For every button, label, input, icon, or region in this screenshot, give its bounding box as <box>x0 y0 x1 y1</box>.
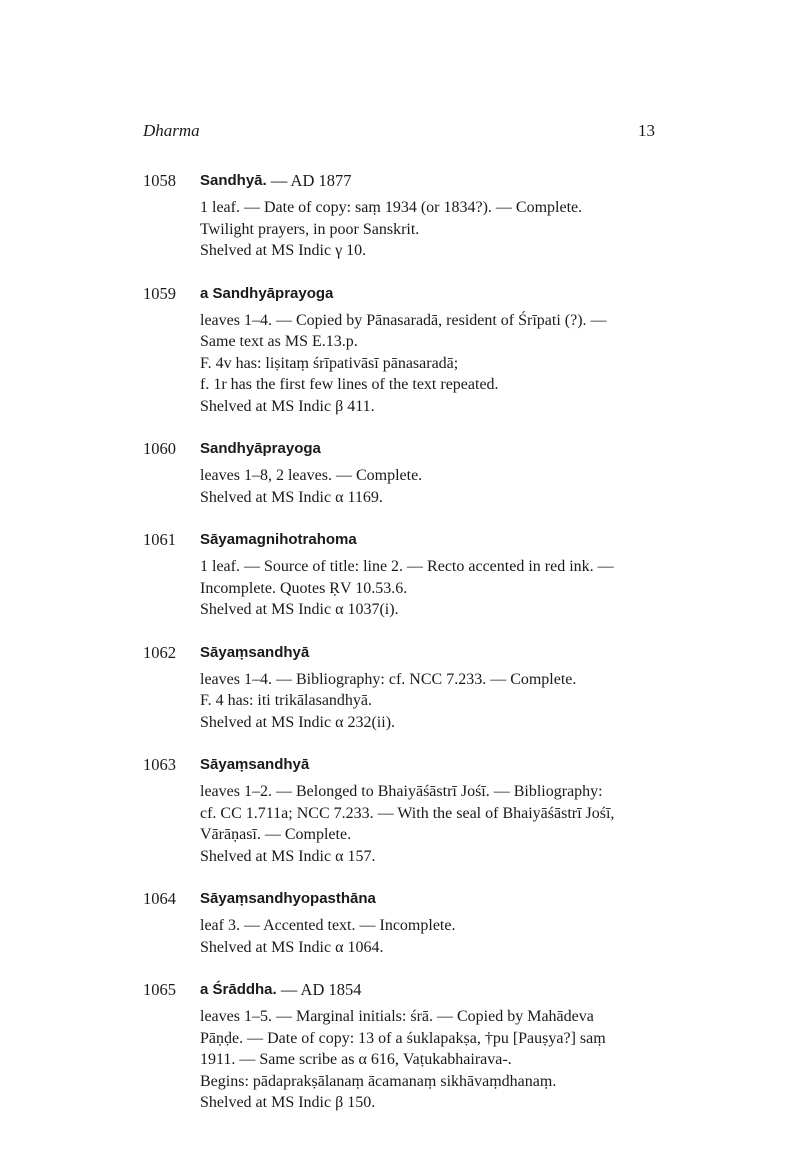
entry-title: Sāyaṃsandhyā <box>200 756 310 773</box>
entry-heading <box>143 529 663 551</box>
entry-title: Sandhyāprayoga <box>200 440 321 457</box>
entry-date: — AD 1854 <box>276 980 362 999</box>
section-title: Dharma <box>143 121 200 140</box>
description-line: F. 4 has: iti trikālasandhyā. <box>200 692 373 709</box>
entry-title: a Śrāddha. <box>200 981 277 998</box>
description-line: 1911. — Same scribe as α 616, Vaṭukabhairava-. <box>200 1051 512 1068</box>
entry-number: 1060 <box>143 439 176 458</box>
entry-heading <box>143 888 663 910</box>
description-line: Shelved at MS Indic α 1169. <box>200 488 383 506</box>
entry-heading <box>143 979 663 1001</box>
entry-heading <box>143 170 663 192</box>
entry-description <box>200 669 670 734</box>
entry-description <box>200 556 670 621</box>
entry-description <box>200 915 670 958</box>
catalogue-entry <box>143 438 663 508</box>
catalogue-entry <box>143 979 663 1114</box>
entry-title: Sāyaṃsandhyā <box>200 643 310 661</box>
description-line: leaf 3. — Accented text. — Incomplete. <box>200 917 456 934</box>
page-number: 13 <box>638 121 655 140</box>
entry-number: 1061 <box>143 530 176 549</box>
entry-description <box>200 781 670 867</box>
description-line: cf. CC 1.711a; NCC 7.233. — With the seal of Bhaiyāśāstrī Jośī, <box>200 804 615 822</box>
description-line: F. 4v has: liṣitaṃ śrīpativāsī pānasaradā; <box>200 354 459 372</box>
description-line: Shelved at MS Indic α 1064. <box>200 938 384 956</box>
entry-number: 1059 <box>143 283 176 303</box>
entry-title: a Sandhyāprayoga <box>200 284 334 302</box>
description-line: 1 leaf. — Date of copy: saṃ 1934 (or 1834?). — Complete. <box>200 199 583 216</box>
description-line: leaves 1–4. — Copied by Pānasaradā, resident of Śrīpati (?). — <box>200 311 607 329</box>
running-head <box>143 121 655 141</box>
description-line: Shelved at MS Indic α 1037(i). <box>200 601 399 618</box>
description-line: Shelved at MS Indic α 157. <box>200 847 376 865</box>
entry-heading <box>143 438 663 460</box>
description-line: Vārāṇasī. — Complete. <box>200 826 352 843</box>
entry-heading <box>143 754 663 776</box>
description-line: Begins: pādaprakṣālanaṃ ācamanaṃ sikhāvaṃdhanaṃ. <box>200 1072 557 1090</box>
description-line: f. 1r has the first few lines of the text repeated. <box>200 376 499 393</box>
catalogue-entries <box>143 170 663 1135</box>
entry-number: 1065 <box>143 980 176 999</box>
description-line: Shelved at MS Indic α 232(ii). <box>200 713 396 731</box>
entry-date: — AD 1877 <box>266 171 352 190</box>
description-line: leaves 1–4. — Bibliography: cf. NCC 7.233. — Complete. <box>200 670 577 688</box>
catalogue-entry <box>143 283 663 418</box>
entry-heading <box>143 642 663 664</box>
description-line: Pāṇḍe. — Date of copy: 13 of a śuklapakṣa, †pu [Pauṣya?] saṃ <box>200 1029 606 1047</box>
description-line: Shelved at MS Indic β 150. <box>200 1094 376 1111</box>
description-line: Shelved at MS Indic β 411. <box>200 397 375 415</box>
entry-number: 1064 <box>143 889 176 908</box>
entry-description <box>200 465 670 508</box>
description-line: leaves 1–5. — Marginal initials: śrā. — Copied by Mahādeva <box>200 1008 594 1025</box>
entry-number: 1058 <box>143 171 176 190</box>
catalogue-entry <box>143 888 663 958</box>
entry-title: Sāyamagnihotrahoma <box>200 531 357 548</box>
entry-heading <box>143 283 663 305</box>
entry-description <box>200 1006 670 1114</box>
catalogue-entry <box>143 642 663 734</box>
description-line: Shelved at MS Indic γ 10. <box>200 242 367 259</box>
entry-title: Sandhyā. <box>200 172 267 189</box>
description-line: Twilight prayers, in poor Sanskrit. <box>200 220 420 238</box>
entry-number: 1062 <box>143 642 176 662</box>
entry-description <box>200 197 670 262</box>
description-line: leaves 1–8, 2 leaves. — Complete. <box>200 467 423 484</box>
description-line: leaves 1–2. — Belonged to Bhaiyāśāstrī Jośī. — Bibliography: <box>200 783 603 800</box>
entry-number: 1063 <box>143 755 176 774</box>
catalogue-entry <box>143 529 663 621</box>
catalogue-entry <box>143 170 663 262</box>
description-line: Incomplete. Quotes ṚV 10.53.6. <box>200 579 408 597</box>
description-line: 1 leaf. — Source of title: line 2. — Recto accented in red ink. — <box>200 558 614 575</box>
catalogue-entry <box>143 754 663 867</box>
entry-description <box>200 310 670 418</box>
entry-title: Sāyaṃsandhyopasthāna <box>200 890 376 907</box>
description-line: Same text as MS E.13.p. <box>200 333 358 350</box>
